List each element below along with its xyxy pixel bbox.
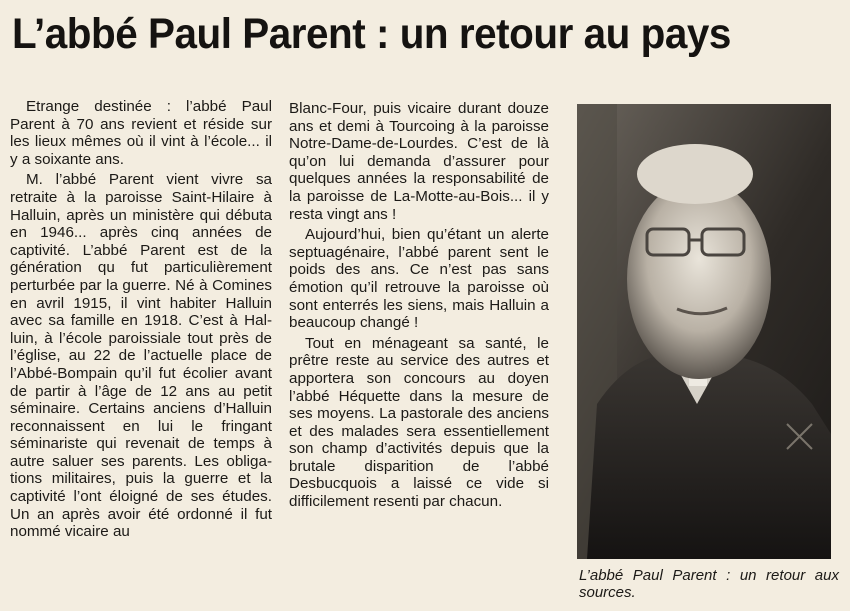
- paragraph: Tout en ménageant sa santé, le prêtre reste au service des autres et apportera son concours au doyen l’abbé Héquette dans la mesure de ses moyens. La pastorale des anciens et des malades sera essentiellement son champ d’activités depuis que la brutale disparition de l’abbé Desbucquois a laissé ce vide si difficilement resenti par chacun.: [289, 334, 549, 511]
- paragraph: M. l’abbé Parent vient vivre sa retraite à la paroisse Saint-Hilaire à Halluin, après un ministère qui débuta en 1946... après cinq années de captivité. L’abbé Parent est de la génération qu fut particulièrement perturbée par la guerre. Né à Comines en avril 1915, il vint habiter Halluin avec sa famille en 1918. C’est à Halluin, à l’école paroissiale tout près de l’église, au 22 de l’actuelle place de l’Abbé-Bompain qu’il fut écolier avant de partir à l’âge de 12 ans au petit séminaire. Certains anciens d’Halluin reconnaissent en lui le fringant séminariste qui revenait de temps à autre saluer ses parents. Les obligations militaires, puis la guerre et la captivité l’ont éloigné de ses études. Un an après avoir été ordonné il fut nommé vicaire au: [10, 171, 272, 541]
- paragraph: Etrange destinée : l’abbé Paul Parent à 70 ans revient et réside sur les lieux mêmes où il vint à l’école... il y a soixante ans.: [10, 98, 272, 168]
- paragraph: Blanc-Four, puis vicaire durant douze ans et demi à Tourcoing à la paroisse Notre-Dame-de-Lourdes. C’est de là qu’on lui demanda d’assurer pour quelques années la responsabilité de la paroisse de La-Motte-au-Bois... il y resta vingt ans !: [289, 100, 549, 223]
- photo-caption: L’abbé Paul Parent : un retour aux sources.: [579, 567, 839, 601]
- article-column-2: [289, 100, 549, 514]
- portrait-photo: [577, 104, 831, 559]
- paragraph: Aujourd’hui, bien qu’étant un alerte septuagénaire, l’abbé parent sent le poids des ans. Ce n’est pas sans émotion qu’il retrouve la paroisse où sont enterrés les siens, mais Halluin a beaucoup changé !: [289, 226, 549, 332]
- article-column-1: [10, 98, 272, 544]
- article-headline: L’abbé Paul Parent : un retour au pays: [12, 10, 731, 58]
